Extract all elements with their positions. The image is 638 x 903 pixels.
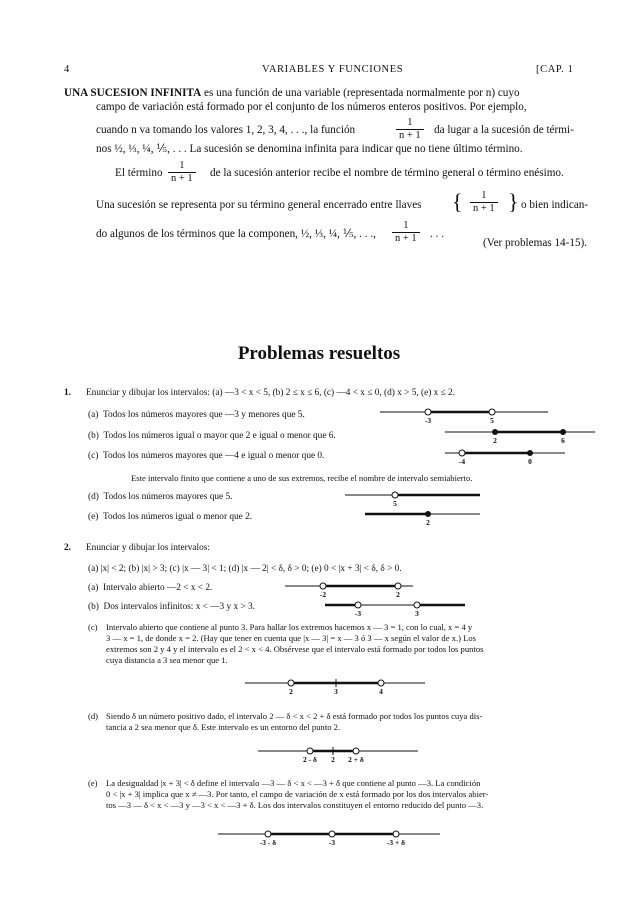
p1c-label-right: 0 xyxy=(528,457,532,466)
fraction-sequence-end: $\frac{1}{n + 1}$ xyxy=(392,220,420,245)
p1c-text: (c) Todos los números mayores que —4 e igual o menor que 0. xyxy=(88,451,325,461)
p2e-line-2: 0 < |x + 3| implica que x ≠ —3. Por tanto, el campo de variación de x está formado por los dos intervalos abier- xyxy=(106,789,489,799)
p2d-line-2: tancia a 2 sea menor que δ. Este intervalo es un entorno del punto 2. xyxy=(106,722,341,732)
p2e-label-mid: -3 xyxy=(328,838,336,847)
problem-2-number: 2. xyxy=(64,543,71,553)
problem-1-number: 1. xyxy=(64,388,71,398)
p2e-tag: (e) xyxy=(88,778,98,788)
left-brace: { xyxy=(452,189,463,214)
fraction-1-over-n-plus-1: $\frac{1}{n + 1}$ xyxy=(396,117,424,142)
p2e-line-1: La desigualdad |x + 3| < δ define el intervalo —3 — δ < x < —3 + δ que contiene al punto —3. La condición xyxy=(106,778,481,788)
sequence-terms: do algunos de los términos que la componen, ½, ⅓, ¼, ⅕, . . ., xyxy=(96,228,376,240)
general-term-b: de la sucesión anterior recibe el nombre de término general o término enésimo. xyxy=(210,167,564,179)
fraction-braced: $\frac{1}{n + 1}$ xyxy=(470,190,498,215)
p1d-label: 5 xyxy=(393,499,397,508)
problem-reference: (Ver problemas 14-15). xyxy=(483,237,588,249)
intro-term: UNA SUCESION INFINITA xyxy=(64,87,202,99)
p1a-text: (a) Todos los números mayores que —3 y menores que 5. xyxy=(88,410,305,420)
sequence-notation-b: o bien indican- xyxy=(521,199,589,211)
intro-line-3b: da lugar a la sucesión de térmi- xyxy=(434,124,574,136)
p1d-text: (d) Todos los números mayores que 5. xyxy=(88,492,233,502)
p2b-label-left: -3 xyxy=(354,609,362,618)
p2c-tag: (c) xyxy=(88,622,98,632)
sequence-notation-a: Una sucesión se representa por su término general encerrado entre llaves xyxy=(96,199,422,211)
p2a-text: (a) Intervalo abierto —2 < x < 2. xyxy=(88,583,213,593)
p2c-line-4: cuya distancia a 3 sea menor que 1. xyxy=(106,655,228,665)
p1b-label-left: 2 xyxy=(493,436,497,445)
p1a-number-line xyxy=(380,406,548,418)
p1a-label-left: -3 xyxy=(424,416,432,425)
right-brace: } xyxy=(508,189,519,214)
p2b-label-right: 3 xyxy=(415,609,419,618)
p2e-label-left: -3 - δ xyxy=(259,838,277,847)
problem-2-statement: Enunciar y dibujar los intervalos: xyxy=(86,543,210,553)
intro-line-2: campo de variación está formado por el conjunto de los números enteros positivos. Por ejemplo, xyxy=(96,101,527,113)
p2c-label-right: 4 xyxy=(379,687,383,696)
page-number: 4 xyxy=(64,64,70,75)
p2b-text: (b) Dos intervalos infinitos: x < —3 y x > 3. xyxy=(88,602,255,612)
p2d-label-left: 2 - δ xyxy=(303,755,317,764)
p2d-tag: (d) xyxy=(88,711,99,721)
section-title: Problemas resueltos xyxy=(237,343,401,364)
p2c-label-left: 2 xyxy=(289,687,293,696)
p1b-text: (b) Todos los números igual o mayor que 2 e igual o menor que 6. xyxy=(88,431,336,441)
p2c-label-mid: 3 xyxy=(334,687,338,696)
p2e-line-3: tos —3 — δ < x < —3 y —3 < x < —3 + δ. Los dos intervalos constituyen el entorno reducido del punto —3. xyxy=(106,800,484,810)
general-term-a: El término xyxy=(115,167,163,179)
p2d-label-mid: 2 xyxy=(331,755,335,764)
p2c-line-2: 3 — x = 1, de donde x = 2. (Hay que tener en cuenta que |x — 3| = x — 3 ó 3 — x según el valor de x.) Los xyxy=(106,633,477,643)
intro-line-4: nos ½, ⅓, ¼, ⅕, . . . La sucesión se denomina infinita para indicar que no tiene último término. xyxy=(96,143,523,155)
p1d-number-line xyxy=(345,489,480,501)
p2a-label-left: -2 xyxy=(319,590,327,599)
p2c-line-3: extremos son 2 y 4 y el intervalo es el 2 < x < 4. Obsérvese que el intervalo está formado por todos los puntos xyxy=(106,644,484,654)
p1e-label: 2 xyxy=(426,518,430,527)
fraction-general-term: $\frac{1}{n + 1}$ xyxy=(168,160,196,185)
p2a-label-right: 2 xyxy=(396,590,400,599)
p2d-label-right: 2 + δ xyxy=(348,755,364,764)
chapter-label: [CAP. 1 xyxy=(536,64,574,75)
problem-1-statement: Enunciar y dibujar los intervalos: (a) —3 < x < 5, (b) 2 ≤ x ≤ 6, (c) —4 < x ≤ 0, (d) x > 5, (e) x ≤ 2. xyxy=(86,388,456,398)
p1e-text: (e) Todos los números igual o menor que 2. xyxy=(88,512,253,522)
problem-2-list: (a) |x| < 2; (b) |x| > 3; (c) |x — 3| < 1; (d) |x — 2| < δ, δ > 0; (e) 0 < |x + 3| < δ, δ > 0. xyxy=(88,564,402,574)
ellipsis: . . . xyxy=(430,228,444,240)
p1c-label-left: -4 xyxy=(458,457,466,466)
p2c-line-1: Intervalo abierto que contiene al punto 3. Para hallar los extremos hacemos x — 3 = 1, con lo cual, x = 4 y xyxy=(106,622,473,632)
intro-line-1: UNA SUCESION INFINITA es una función de una variable (representada normalmente por n) cuyo xyxy=(64,87,520,99)
p2e-label-right: -3 + δ xyxy=(386,838,406,847)
p1b-label-right: 6 xyxy=(561,436,565,445)
p1a-label-right: 5 xyxy=(490,416,494,425)
intro-line-3a: cuando n va tomando los valores 1, 2, 3, 4, . . ., la función xyxy=(96,124,356,136)
p2d-line-1: Siendo δ un número positivo dado, el intervalo 2 — δ < x < 2 + δ está formado por todos los puntos cuya dis- xyxy=(106,711,483,721)
running-title: VARIABLES Y FUNCIONES xyxy=(262,64,404,75)
semiopen-note: Este intervalo finito que contiene a uno de sus extremos, recibe el nombre de intervalo semiabierto. xyxy=(131,473,473,483)
